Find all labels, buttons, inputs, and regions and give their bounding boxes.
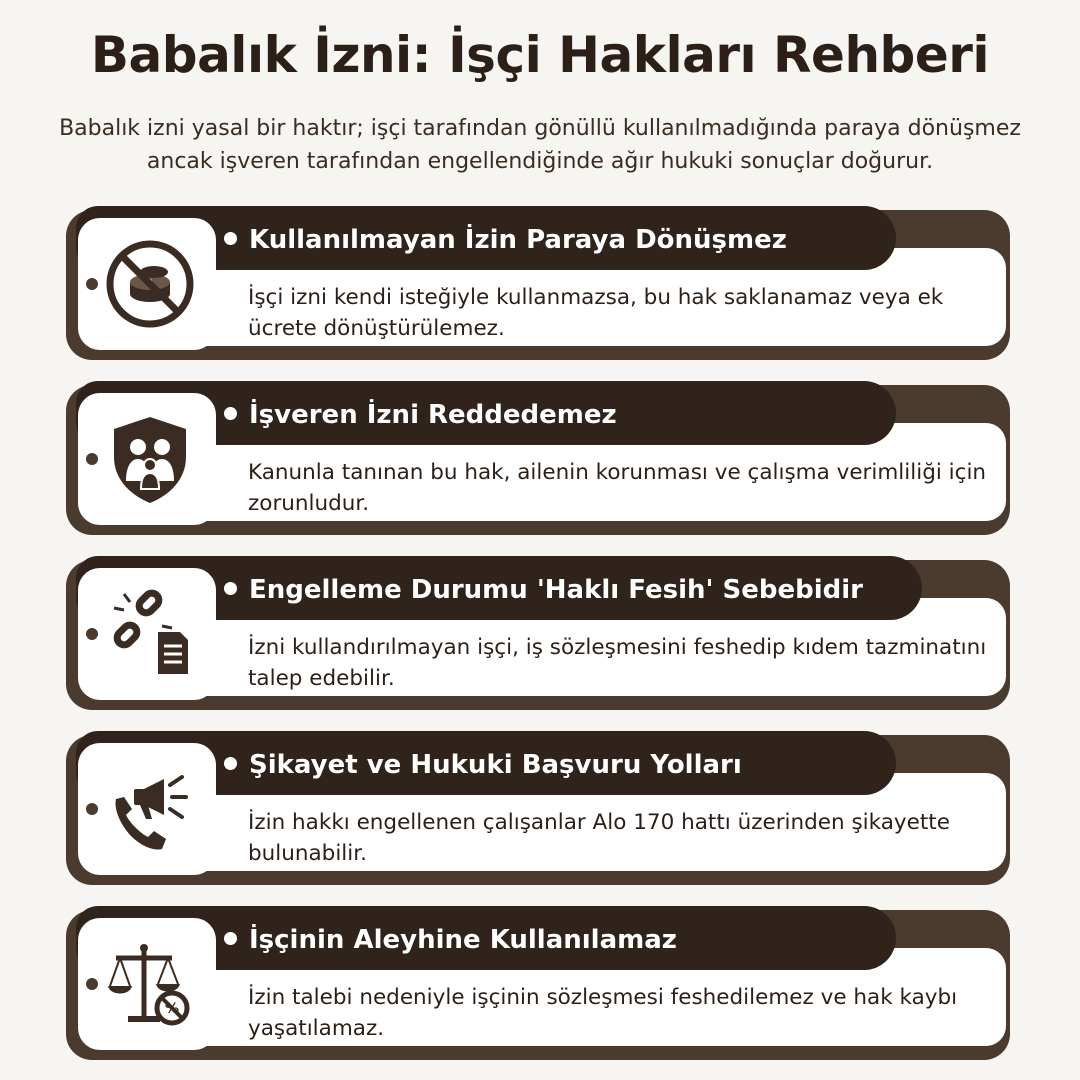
info-card-unused-leave <box>66 206 1016 364</box>
heading-bullet <box>224 582 237 595</box>
card-heading <box>224 220 787 260</box>
card-text: İşçi izni kendi isteğiyle kullanmazsa, bu hak saklanamaz veya ek ücrete dönüştürülemez. <box>248 285 944 341</box>
card-dot <box>86 278 98 290</box>
card-dot <box>86 453 98 465</box>
card-text: İzni kullandırılmayan işçi, iş sözleşmesini feshedip kıdem tazminatını talep edebilir. <box>248 635 987 691</box>
card-title: Şikayet ve Hukuki Başvuru Yolları <box>249 750 742 780</box>
svg-text:%: % <box>164 1001 180 1017</box>
broken-link-document-icon <box>100 584 200 684</box>
heading-bullet <box>224 232 237 245</box>
info-card-just-cause-termination <box>66 556 1016 714</box>
card-text: İzin talebi nedeniyle işçinin sözleşmesi feshedilemez ve hak kaybı yaşatılamaz. <box>248 985 958 1041</box>
no-money-icon <box>100 234 200 334</box>
card-text: Kanunla tanınan bu hak, ailenin korunması ve çalışma verimliliği için zorunludur. <box>248 460 987 516</box>
card-text: İzin hakkı engellenen çalışanlar Alo 170 hattı üzerinden şikayette bulunabilir. <box>248 810 950 866</box>
phone-megaphone-icon <box>100 759 200 859</box>
info-card-complaint-routes <box>66 731 1016 889</box>
info-card-not-against-worker <box>66 906 1016 1064</box>
page-title: Babalık İzni: İşçi Hakları Rehberi <box>90 26 990 84</box>
card-heading <box>224 570 863 610</box>
info-card-employer-cannot-refuse <box>66 381 1016 539</box>
heading-bullet <box>224 757 237 770</box>
card-dot <box>86 803 98 815</box>
card-title: İşveren İzni Reddedemez <box>249 400 617 430</box>
family-shield-icon <box>100 409 200 509</box>
heading-bullet <box>224 932 237 945</box>
card-dot <box>86 628 98 640</box>
card-title: Engelleme Durumu 'Haklı Fesih' Sebebidir <box>249 575 863 605</box>
card-heading <box>224 395 617 435</box>
card-heading <box>224 920 677 960</box>
card-dot <box>86 978 98 990</box>
scales-no-percent-icon <box>100 934 200 1034</box>
page-subtitle: Babalık izni yasal bir haktır; işçi tarafından gönüllü kullanılmadığında paraya dönüşmez ancak işveren tarafından engellendiğinde ağır hukuki sonuçlar doğurur. <box>59 116 1021 174</box>
card-title: Kullanılmayan İzin Paraya Dönüşmez <box>249 225 787 255</box>
heading-bullet <box>224 407 237 420</box>
card-title: İşçinin Aleyhine Kullanılamaz <box>249 925 677 955</box>
card-heading <box>224 745 742 785</box>
